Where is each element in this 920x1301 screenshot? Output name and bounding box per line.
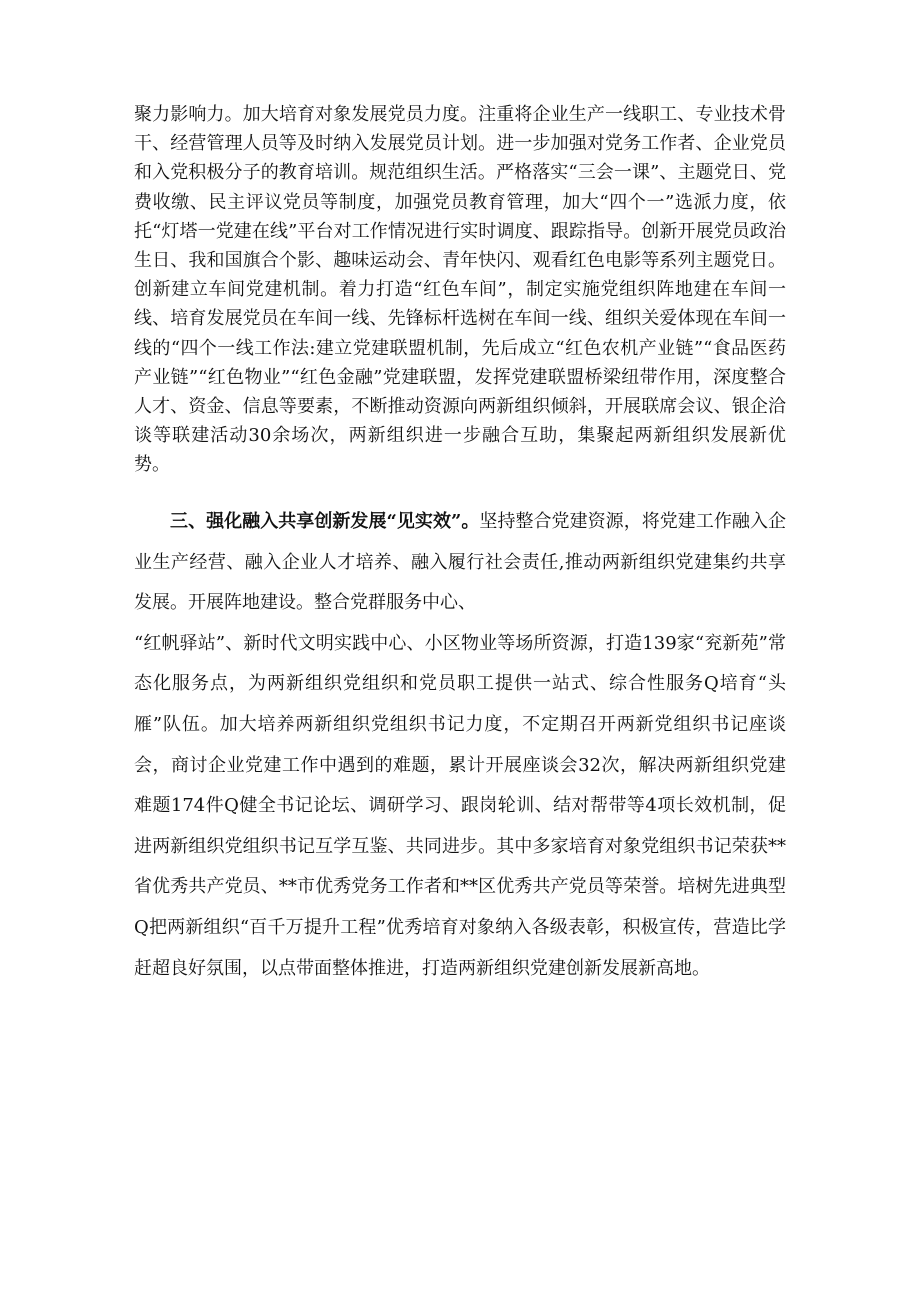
body-paragraph-continuation: 聚力影响力。加大培育对象发展党员力度。注重将企业生产一线职工、专业技术骨干、经营管理人员等及时纳入发展党员计划。进一步加强对党务工作者、企业党员和入党积极分子的教育培训。规范组织生活。严格落实“三会一课”、主题党日、党费收缴、民主评议党员等制度，加强党员教育管理，加大“四个一”选派力度，依托“灯塔一党建在线”平台对工作情况进行实时调度、跟踪指导。创新开展党员政治生日、我和国旗合个影、趣味运动会、青年快闪、观看红色电影等系列主题党日。创新建立车间党建机制。着力打造“红色车间”，制定实施党组织阵地建在车间一线、培育发展党员在车间一线、先锋标杆选树在车间一线、组织关爱体现在车间一线的“四个一线工作法:建立党建联盟机制，先后成立“红色农机产业链”“食品医药产业链”“红色物业”“红色金融”党建联盟，发挥党建联盟桥梁纽带作用，深度整合人才、资金、信息等要素，不断推动资源向两新组织倾斜，开展联席会议、银企洽谈等联建活动30余场次，两新组织进一步融合互助，集聚起两新组织发展新优势。 <box>134 104 786 476</box>
section-3-body-rest: “红帆驿站”、新时代文明实践中心、小区物业等场所资源，打造139家“兖新苑”常态化服务点，为两新组织党组织和党员职工提供一站式、综合性服务Q培育“头雁”队伍。加大培养两新组织党组织书记力度，不定期召开两新党组织书记座谈会，商讨企业党建工作中遇到的难题，累计开展座谈会32次，解决两新组织党建难题174件Q健全书记论坛、调研学习、跟岗轮训、结对帮带等4项长效机制，促进两新组织党组织书记互学互鉴、共同进步。其中多家培育对象党组织书记荣获**省优秀共产党员、**市优秀党务工作者和**区优秀共产党员等荣誉。培树先进典型Q把两新组织“百千万提升工程”优秀培育对象纳入各级表彰，积极宣传，营造比学赶超良好氛围，以点带面整体推进，打造两新组织党建创新发展新高地。 <box>134 632 786 979</box>
section-3-paragraph <box>134 502 786 989</box>
section-3-heading: 三、强化融入共享创新发展“见实效”。 <box>170 511 480 532</box>
section-3-body-start: 坚持整合党建资源，将党建工作融入企业生产经营、融入企业人才培养、融入履行社会责任,推动两新组织党建集约共享发展。开展阵地建设。整合党群服务中心、 <box>134 511 786 614</box>
section-3-opening <box>134 502 786 624</box>
